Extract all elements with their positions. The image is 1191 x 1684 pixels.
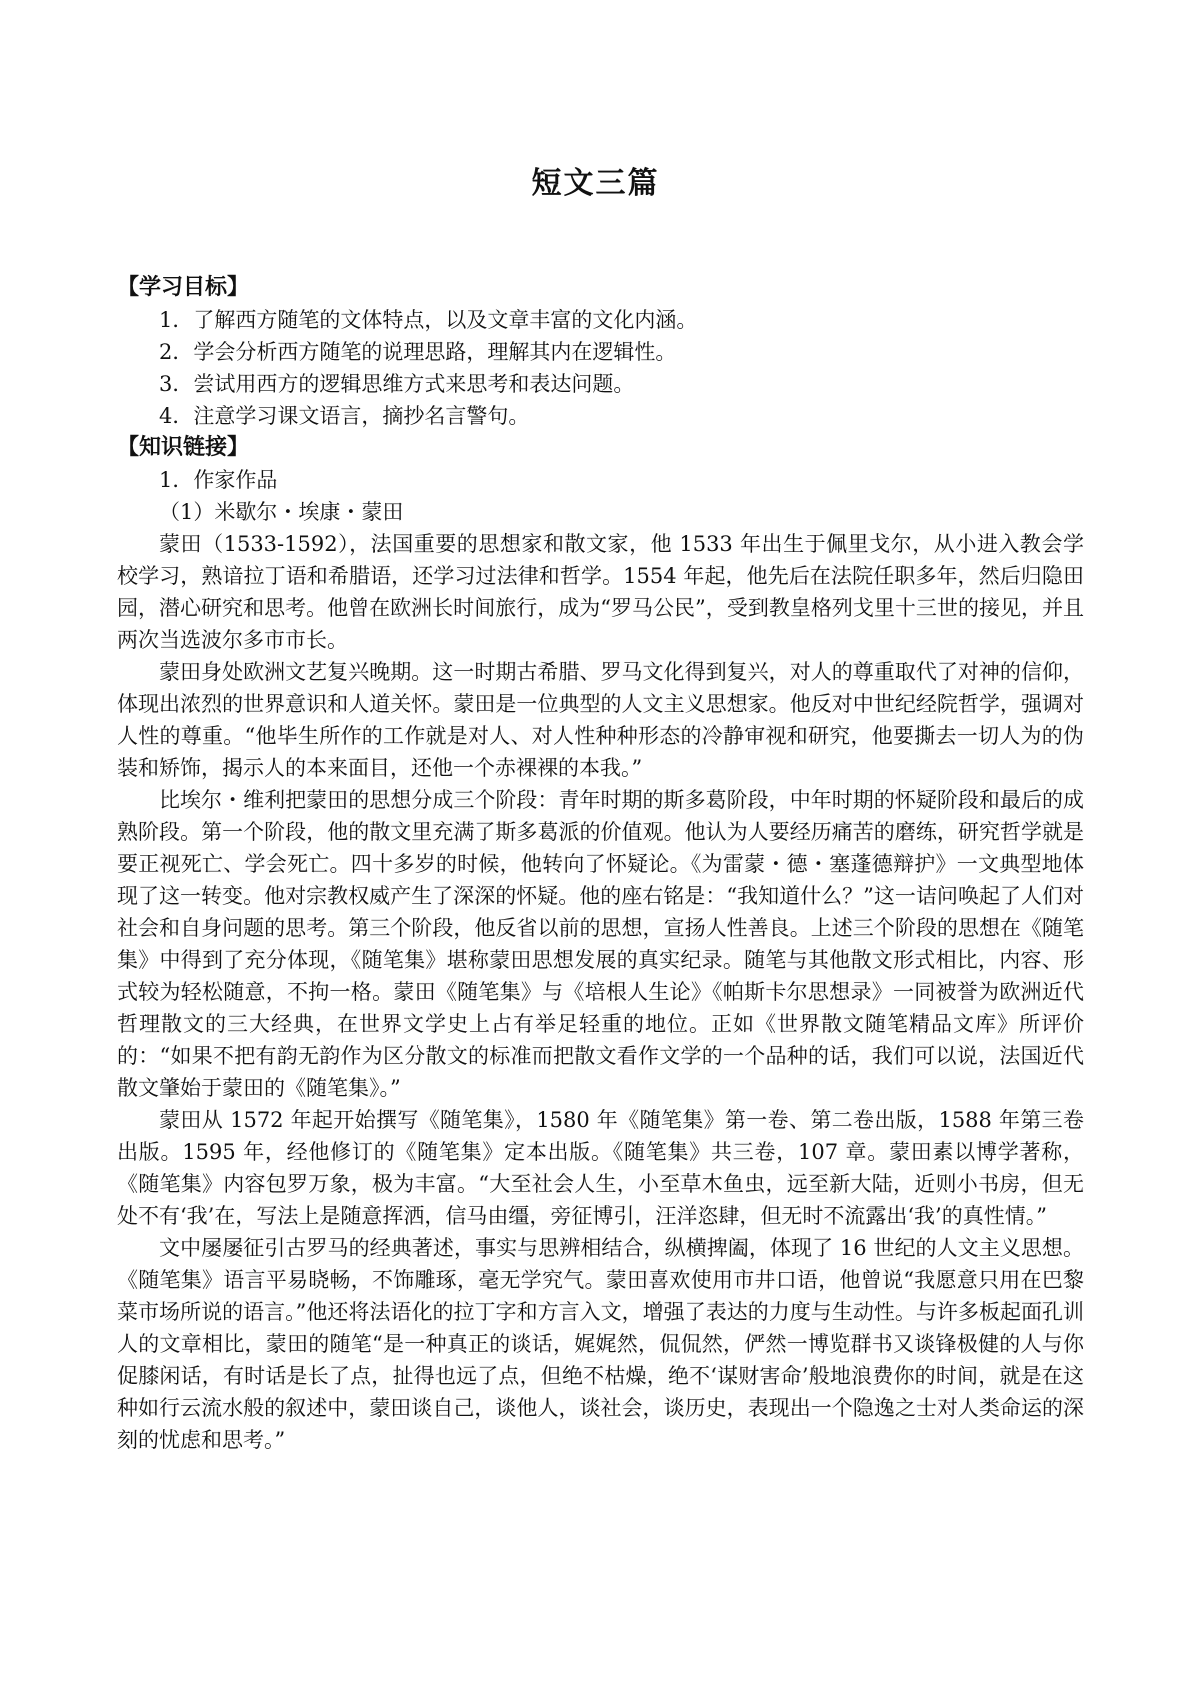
subheading-author-works: 1．作家作品 xyxy=(159,468,278,492)
goal-item-1: 1．了解西方随笔的文体特点，以及文章丰富的文化内涵。 xyxy=(159,308,698,332)
section-heading-learning-goals: 【学习目标】 xyxy=(117,275,250,300)
paragraph-2: 蒙田身处欧洲文艺复兴晚期。这一时期古希腊、罗马文化得到复兴，对人的尊重取代了对神的信仰，体现出浓烈的世界意识和人道关怀。蒙田是一位典型的人文主义思想家。他反对中世纪经院哲学，强调对人性的尊重。“他毕生所作的工作就是对人、对人性种种形态的冷静审视和研究，他要撕去一切人为的伪装和矫饰，揭示人的本来面目，还他一个赤裸裸的本我。” xyxy=(117,660,1084,780)
paragraph-4: 蒙田从 1572 年起开始撰写《随笔集》，1580 年《随笔集》第一卷、第二卷出版，1588 年第三卷出版。1595 年，经他修订的《随笔集》定本出版。《随笔集》共三卷，107 章。蒙田素以博学著称，《随笔集》内容包罗万象，极为丰富。“大至社会人生，小至草木鱼虫，远至新大陆，近则小书房，但无处不有‘我’在，写法上是随意挥洒，信马由缰，旁征博引，汪洋恣肆，但无时不流露出‘我’的真性情。” xyxy=(117,1108,1084,1228)
section-heading-knowledge-links: 【知识链接】 xyxy=(117,435,250,460)
paragraph-5: 文中屡屡征引古罗马的经典著述，事实与思辨相结合，纵横捭阖，体现了 16 世纪的人文主义思想。《随笔集》语言平易晓畅，不饰雕琢，毫无学究气。蒙田喜欢使用市井口语，他曾说“我愿意只用在巴黎菜市场所说的语言。”他还将法语化的拉丁字和方言入文，增强了表达的力度与生动性。与许多板起面孔训人的文章相比，蒙田的随笔“是一种真正的谈话，娓娓然，侃侃然，俨然一博览群书又谈锋极健的人与你促膝闲话，有时话是长了点，扯得也远了点，但绝不枯燥，绝不‘谋财害命’般地浪费你的时间，就是在这种如行云流水般的叙述中，蒙田谈自己，谈他人，谈社会，谈历史，表现出一个隐逸之士对人类命运的深刻的忧虑和思考。” xyxy=(117,1236,1084,1452)
document-body xyxy=(117,272,1084,1456)
page-title: 短文三篇 xyxy=(531,166,660,201)
goal-item-3: 3．尝试用西方的逻辑思维方式来思考和表达问题。 xyxy=(159,372,635,396)
goal-item-2: 2．学会分析西方随笔的说理思路，理解其内在逻辑性。 xyxy=(159,340,677,364)
goal-item-4: 4．注意学习课文语言，摘抄名言警句。 xyxy=(159,404,530,428)
subheading-montaigne: （1）米歇尔・埃康・蒙田 xyxy=(159,500,404,524)
paragraph-1: 蒙田（1533-1592），法国重要的思想家和散文家，他 1533 年出生于佩里戈尔，从小进入教会学校学习，熟谙拉丁语和希腊语，还学习过法律和哲学。1554 年起，他先后在法院任职多年，然后归隐田园，潜心研究和思考。他曾在欧洲长时间旅行，成为“罗马公民”，受到教皇格列戈里十三世的接见，并且两次当选波尔多市市长。 xyxy=(117,532,1084,652)
paragraph-3: 比埃尔・维利把蒙田的思想分成三个阶段：青年时期的斯多葛阶段，中年时期的怀疑阶段和最后的成熟阶段。第一个阶段，他的散文里充满了斯多葛派的价值观。他认为人要经历痛苦的磨练，研究哲学就是要正视死亡、学会死亡。四十多岁的时候，他转向了怀疑论。《为雷蒙・德・塞蓬德辩护》一文典型地体现了这一转变。他对宗教权威产生了深深的怀疑。他的座右铭是：“我知道什么？”这一诘问唤起了人们对社会和自身问题的思考。第三个阶段，他反省以前的思想，宣扬人性善良。上述三个阶段的思想在《随笔集》中得到了充分体现，《随笔集》堪称蒙田思想发展的真实纪录。随笔与其他散文形式相比，内容、形式较为轻松随意，不拘一格。蒙田《随笔集》与《培根人生论》《帕斯卡尔思想录》一同被誉为欧洲近代哲理散文的三大经典，在世界文学史上占有举足轻重的地位。正如《世界散文随笔精品文库》所评价的：“如果不把有韵无韵作为区分散文的标准而把散文看作文学的一个品种的话，我们可以说，法国近代散文肇始于蒙田的《随笔集》。” xyxy=(117,788,1084,1100)
